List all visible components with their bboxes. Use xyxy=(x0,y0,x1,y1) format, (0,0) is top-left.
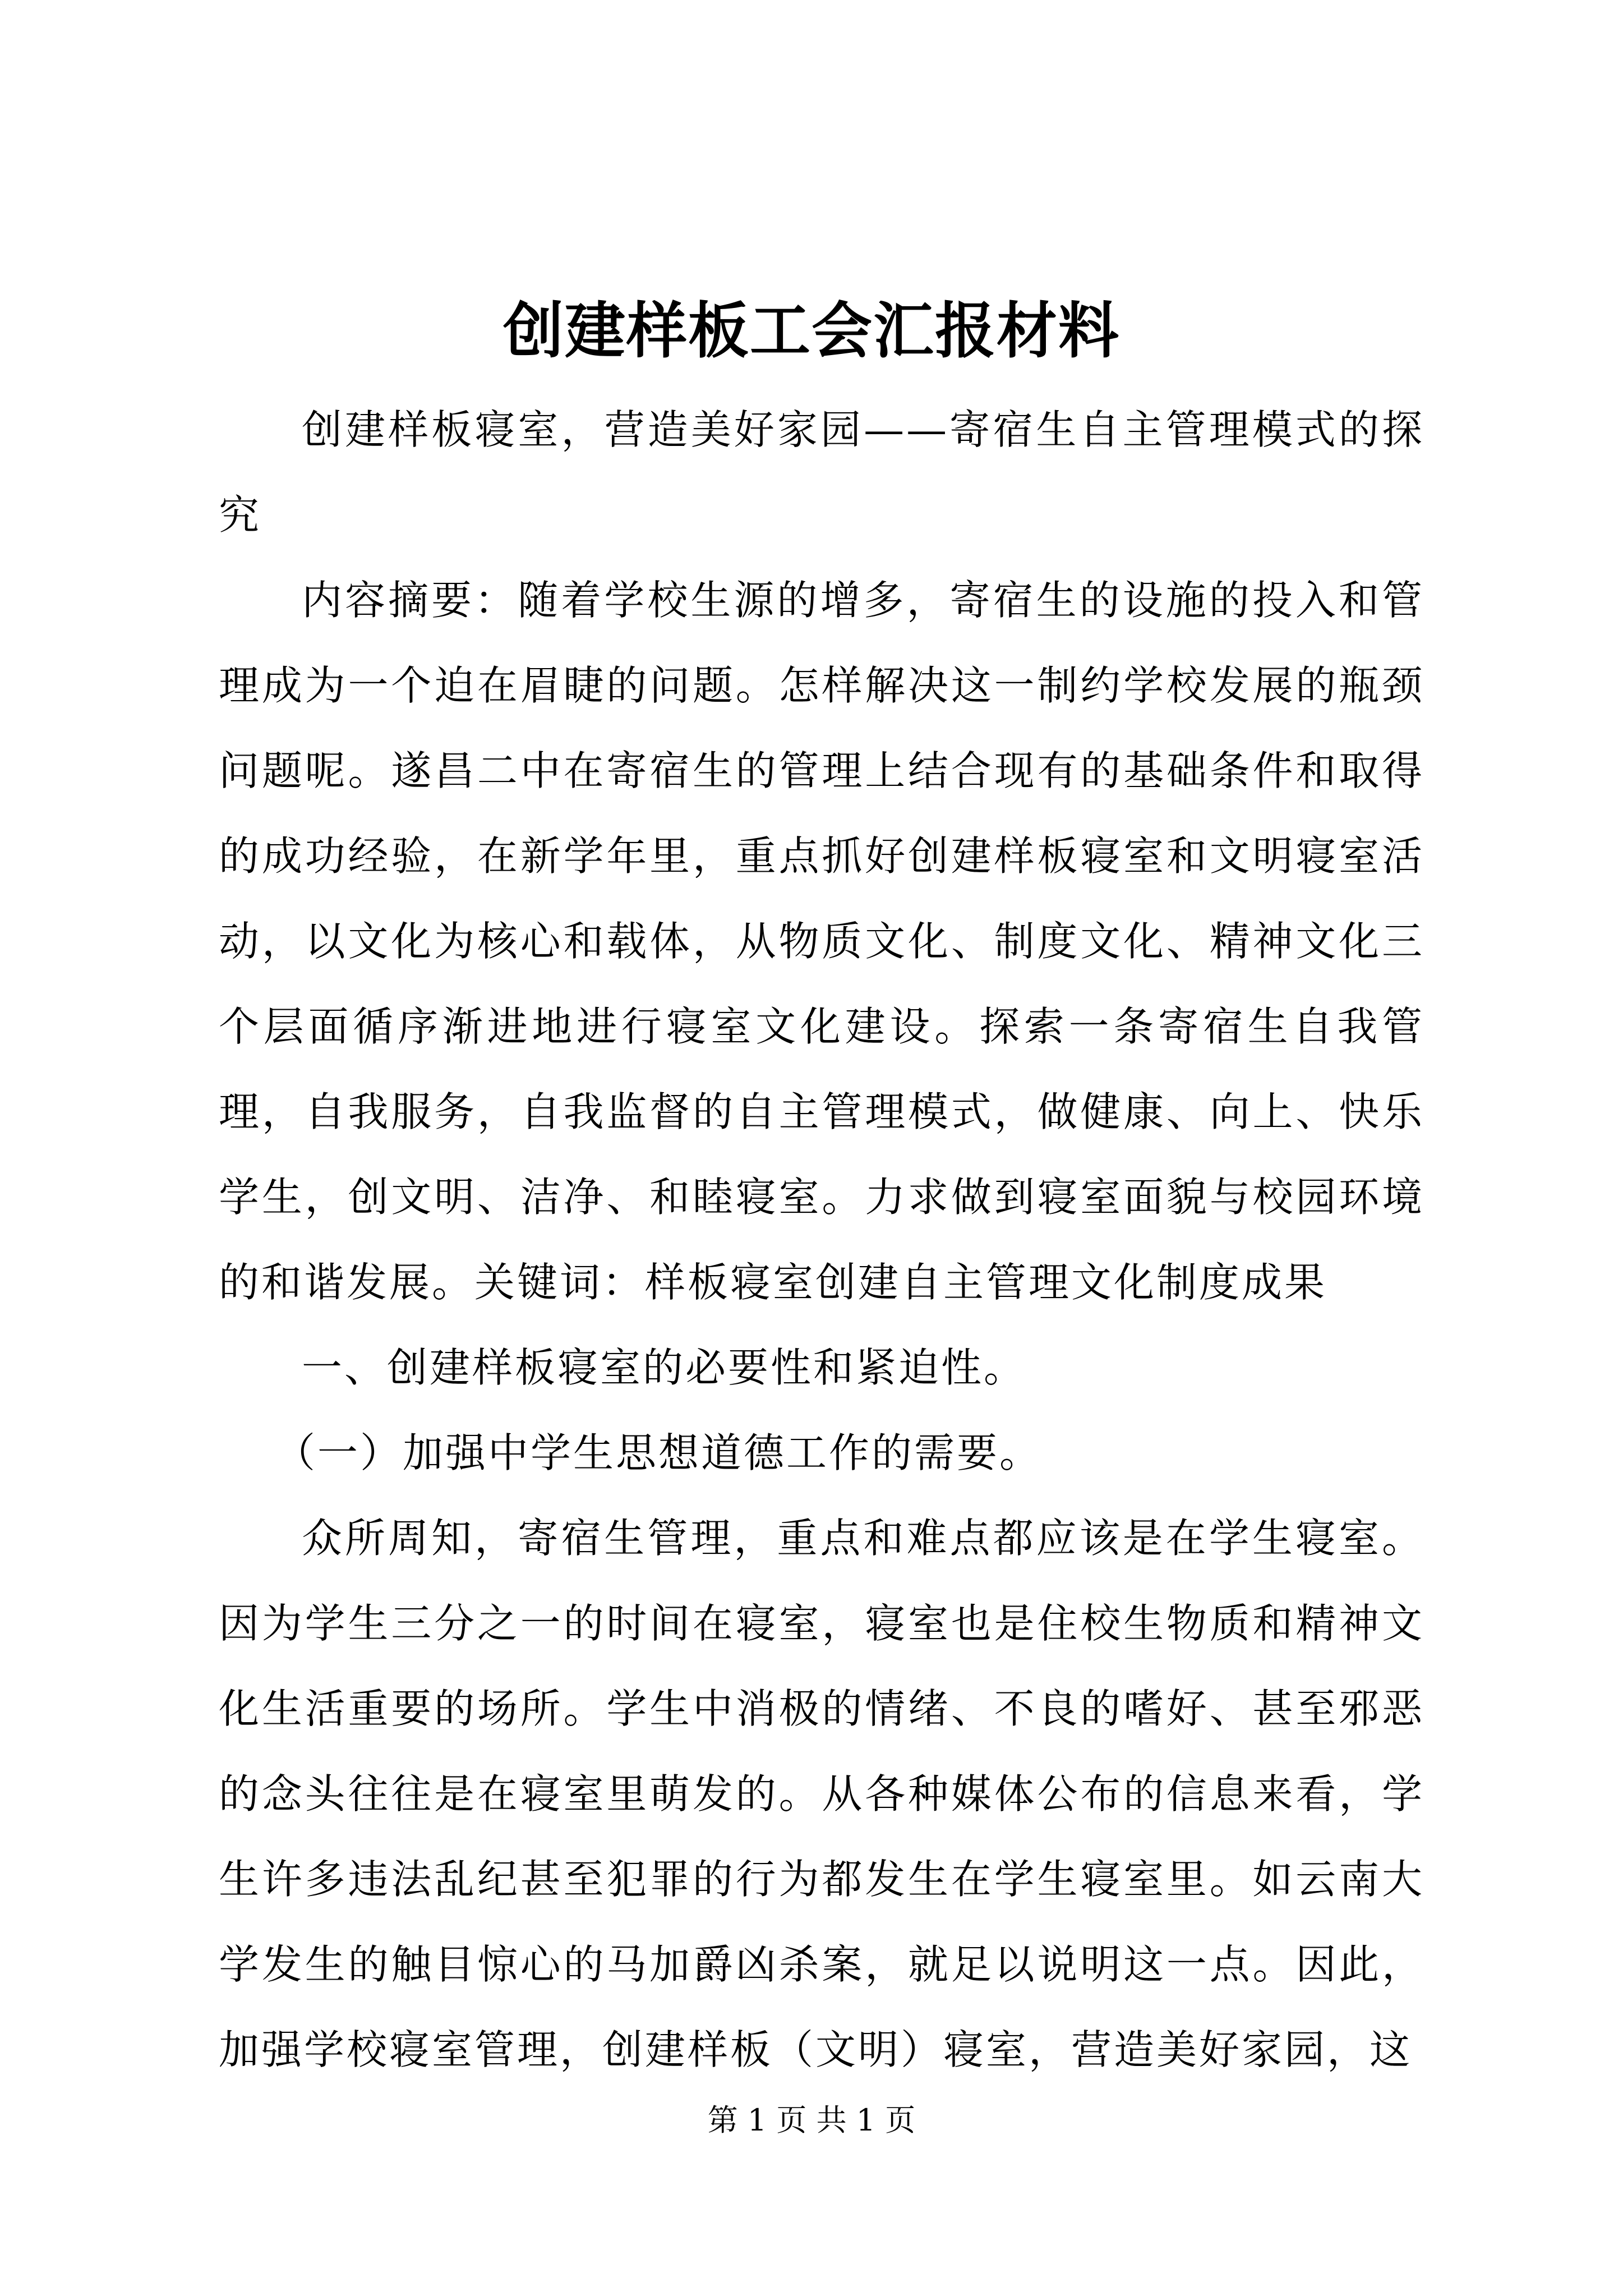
page-footer: 第 1 页 共 1 页 xyxy=(707,2102,916,2138)
body-paragraph: 众所周知，寄宿生管理，重点和难点都应该是在学生寝室。因为学生三分之一的时间在寝室，寝室也是住校生物质和精神文化生活重要的场所。学生中消极的情绪、不良的嗜好、甚至邪恶的念头往往是在寝室里萌发的。从各种媒体公布的信息来看，学生许多违法乱纪甚至犯罪的行为都发生在学生寝室里。如云南大学发生的触目惊心的马加爵凶杀案，就足以说明这一点。因此，加强学校寝室管理，创建样板（文明）寝室，营造美好家园，这 xyxy=(219,1515,1424,2073)
abstract-paragraph: 内容摘要：随着学校生源的增多，寄宿生的设施的投入和管理成为一个迫在眉睫的问题。怎样解决这一制约学校发展的瓶颈问题呢。遂昌二中在寄宿生的管理上结合现有的基础条件和取得的成功经验，在新学年里，重点抓好创建样板寝室和文明寝室活动，以文化为核心和载体，从物质文化、制度文化、精神文化三个层面循序渐进地进行寝室文化建设。探索一条寄宿生自我管理，自我服务，自我监督的自主管理模式，做健康、向上、快乐学生，创文明、洁净、和睦寝室。力求做到寝室面貌与校园环境的和谐发展。关键词：样板寝室创建自主管理文化制度成果 xyxy=(219,577,1424,1306)
document-title: 创建样板工会汇报材料 xyxy=(502,296,1120,366)
subtitle-paragraph: 创建样板寝室，营造美好家园——寄宿生自主管理模式的探究 xyxy=(219,406,1424,539)
document-body xyxy=(219,387,1424,2092)
section-heading: 一、创建样板寝室的必要性和紧迫性。 xyxy=(302,1344,1027,1391)
subsection-heading: （一）加强中学生思想道德工作的需要。 xyxy=(275,1429,1043,1476)
